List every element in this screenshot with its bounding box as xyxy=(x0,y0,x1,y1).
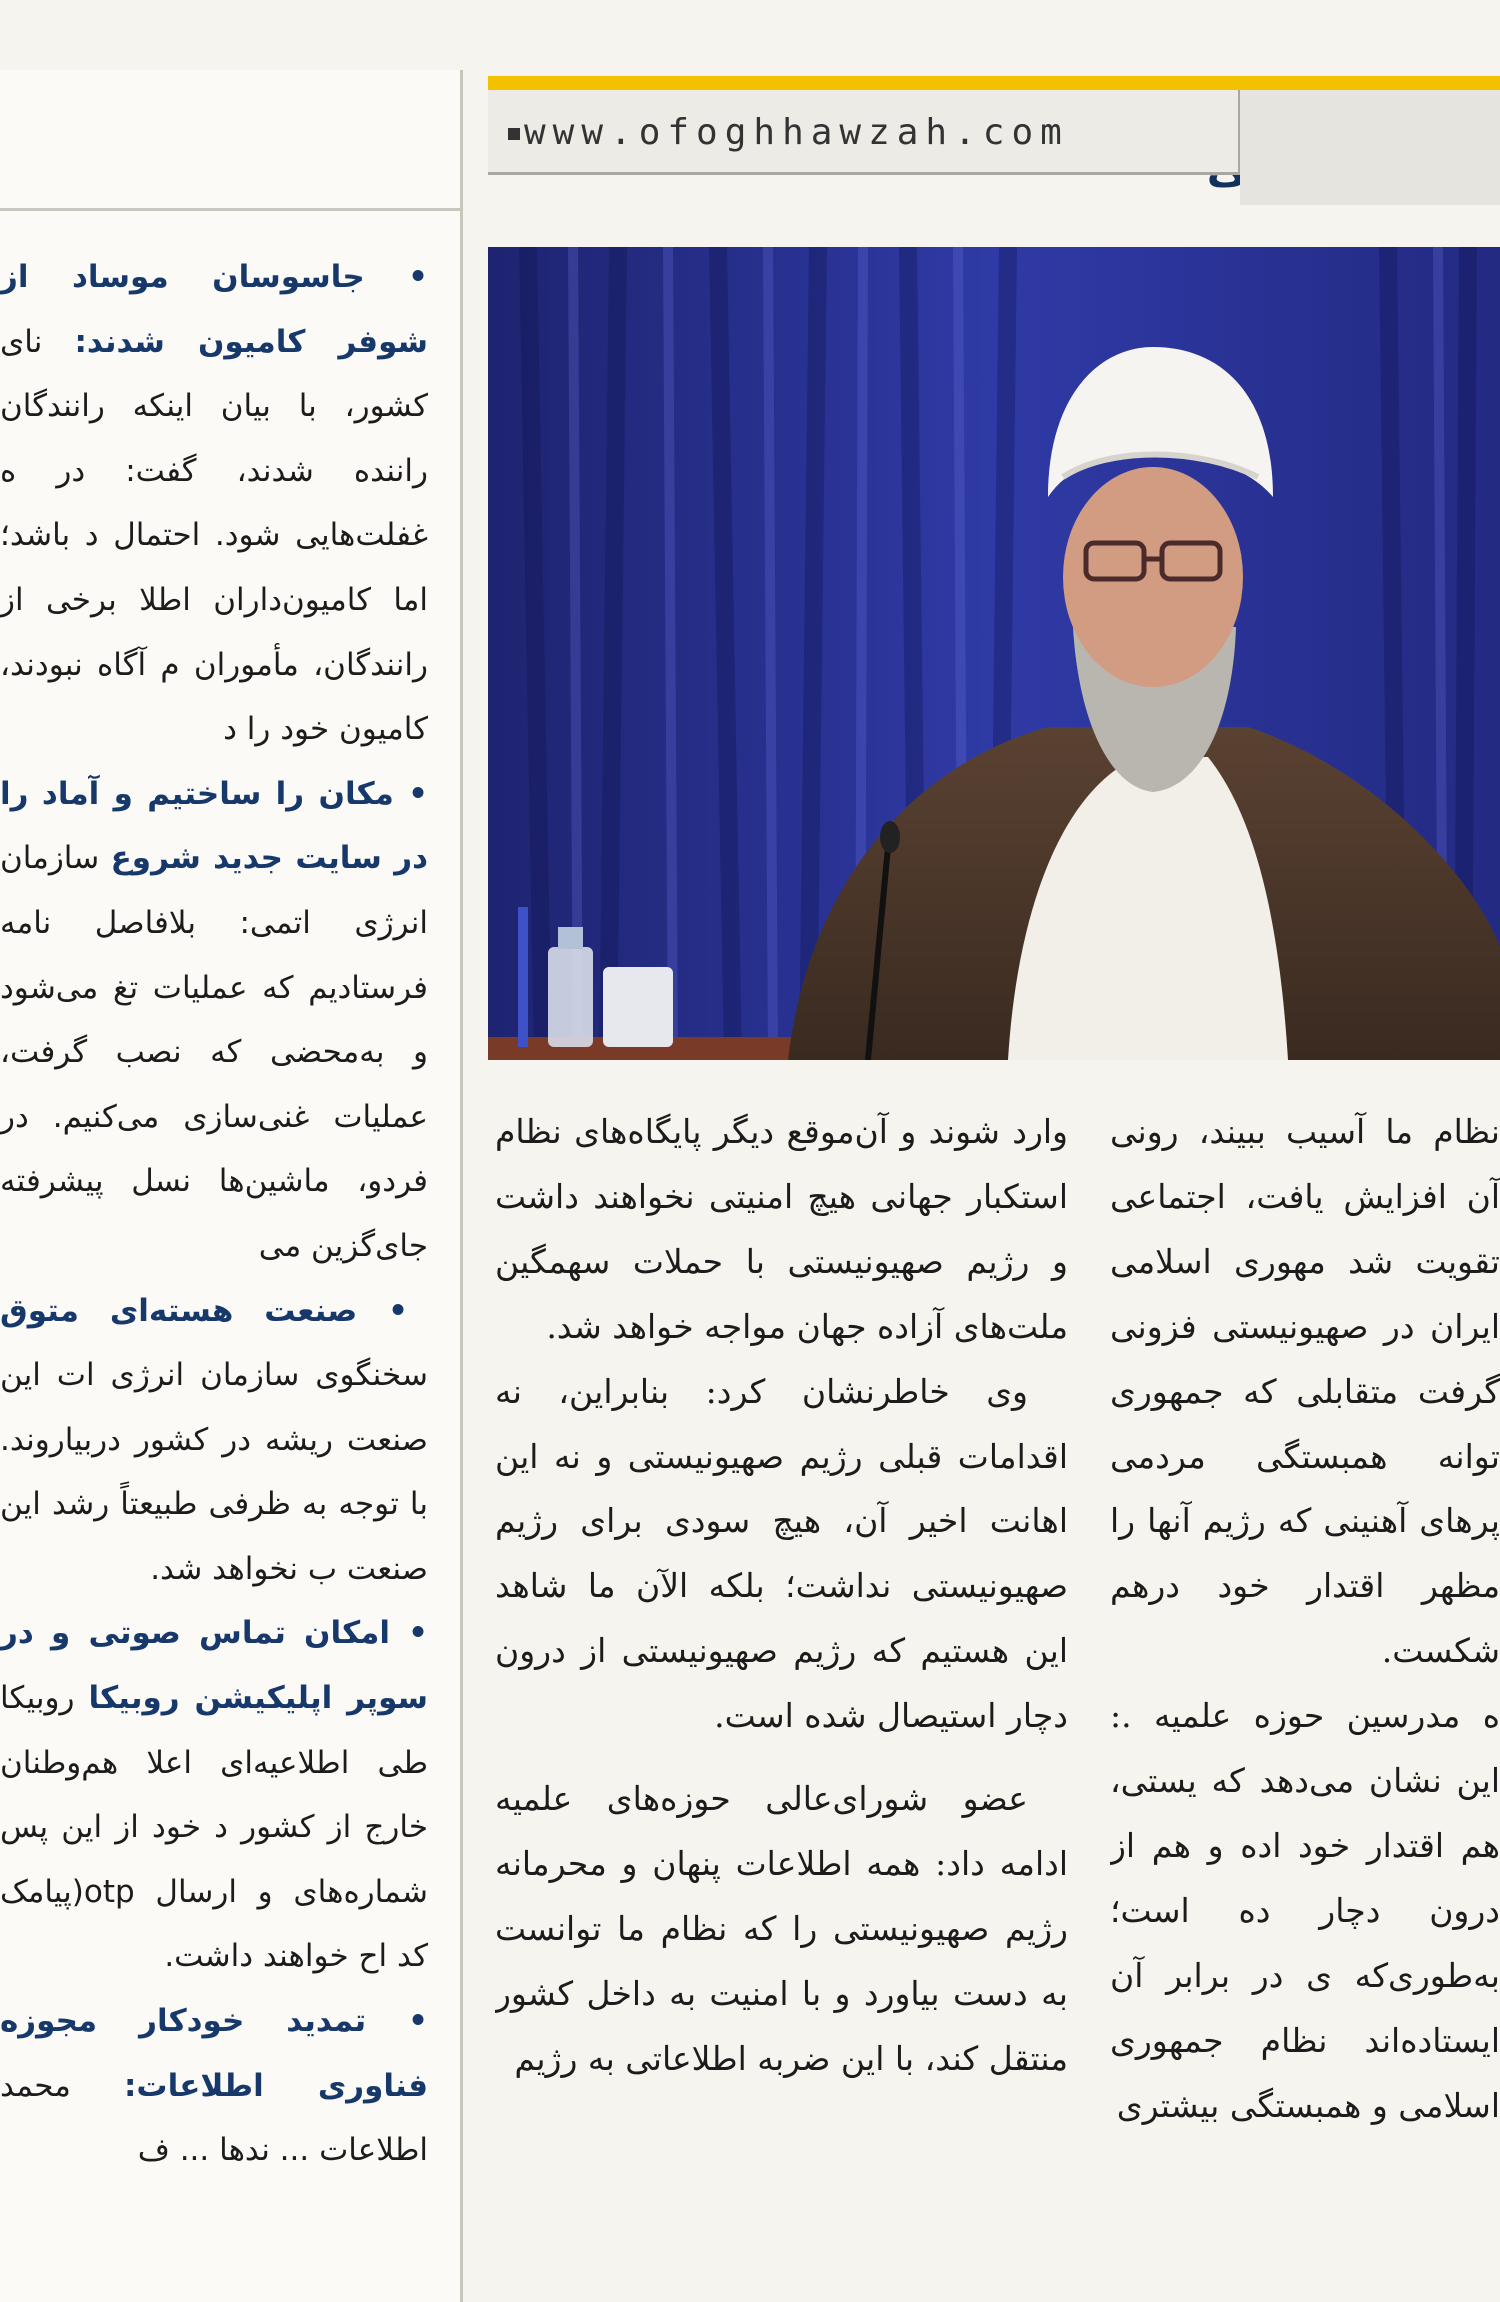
news-items xyxy=(0,245,428,2302)
news-item-text: روبیکا طی اطلاعیه‌ای اعلا هم‌وطنان خارج از کشور د خود از این پس شماره‌های و ارسال otp(پیامک کد اح خواهند داشت. xyxy=(0,1680,428,1975)
website-url-text[interactable]: www.ofoghhawzah.com xyxy=(524,112,1069,153)
cleric-portrait-image xyxy=(488,247,1500,1060)
news-item-lead: شوفر کامیون شدند: xyxy=(74,323,428,360)
faded-header-box xyxy=(1240,90,1500,205)
news-item-title: • تمدید خودکار مجوزه xyxy=(0,2003,428,2040)
article-column-right xyxy=(1110,1100,1500,2302)
news-item-lead: در سوپر اپلیکیشن روبیکا xyxy=(0,1615,428,1717)
news-header-box xyxy=(0,78,460,211)
news-item-title: • جاسوسان موساد از xyxy=(0,259,428,295)
news-item-title: • صنعت هسته‌ای متوق xyxy=(0,1292,408,1329)
news-item-text: محمد اطلاعات ... ندها ... ف xyxy=(0,2067,428,2169)
news-item-text: نای کشور، با بیان اینکه رانندگان راننده شدند، گفت: در ه غفلت‌هایی شود. احتمال د باشد؛ اما کامیون‌داران اطلا برخی از رانندگان، مأموران م آگاه نبودند، کامیون خود را د xyxy=(0,323,428,748)
news-item xyxy=(0,762,428,1279)
bullet-square-icon xyxy=(508,128,520,140)
news-item xyxy=(0,245,428,762)
article-column-middle xyxy=(495,1100,1068,2302)
article-paragraph: وارد شوند و آن‌موقع دیگر پایگاه‌های نظام استکبار جهانی هیچ امنیتی نخواهند داشت و رژیم صهیونیستی با حملات سهمگین ملت‌های آزاده جهان مواجه خواهد شد. xyxy=(495,1112,1068,1346)
news-item-text: سخنگوی سازمان انرژی ات این صنعت ریشه در کشور دربیاروند. با توجه به ظرفی طبیعتاً رشد این صنعت ب نخواهد شد. xyxy=(0,1357,428,1587)
article-paragraph: نظام ما آسیب ببیند، رونی آن افزایش یافت، اجتماعی تقویت شد مهوری اسلامی ایران در صهیونیستی فزونی گرفت متقابلی که جمهوری توانه همبستگی مردمی پرهای آهنینی که رژیم آنها را مظهر اقتدار خود درهم شکست. xyxy=(1110,1112,1500,1671)
news-item-title: • امکان تماس صوتی و xyxy=(51,1615,428,1652)
accent-bar xyxy=(488,76,1500,90)
news-item-lead: فناوری اطلاعات: xyxy=(124,2067,428,2104)
news-item-lead: را در سایت جدید شروع xyxy=(0,775,428,877)
news-item xyxy=(0,1989,428,2183)
article-paragraph: عضو شورای‌عالی حوزه‌های علمیه ادامه داد: همه اطلاعات پنهان و محرمانه رژیم صهیونیستی را که نظام ما توانست به دست بیاورد و با امنیت به داخل کشور منتقل کند، با این ضربه اطلاعاتی به رژیم xyxy=(495,1779,1068,2078)
news-item-text: سازمان انرژی اتمی: بلافاصل نامه فرستادیم که عملیات تغ می‌شود و به‌محضی که نصب گرفت، عملیات غنی‌سازی می‌کنیم. در فردو، ماشین‌ها نسل پیشرفته جای‌گزین می‌ xyxy=(0,840,428,1264)
website-url[interactable] xyxy=(508,112,1069,153)
news-item xyxy=(0,1279,428,1602)
cleric-photo xyxy=(488,247,1500,1060)
news-item-title: • مکان را ساختیم و آماد xyxy=(41,775,428,812)
article-paragraph: ه مدرسین حوزه علمیه .: این نشان می‌دهد که یستی، هم اقتدار خود اده و هم از درون دچار ده است؛ به‌طوری‌که ی در برابر آن ایستاده‌اند نظام جمهوری اسلامی و همبستگی بیشتری xyxy=(1110,1696,1500,2125)
article-paragraph: وی خاطرنشان کرد: بنابراین، نه اقدامات قبلی رژیم صهیونیستی و نه این اهانت اخیر آن، هیچ سودی برای رژیم صهیونیستی نداشت؛ بلکه الآن ما شاهد این هستیم که رژیم صهیونیستی از درون دچار استیصال شده است. xyxy=(495,1371,1068,1736)
news-item xyxy=(0,1601,428,1989)
